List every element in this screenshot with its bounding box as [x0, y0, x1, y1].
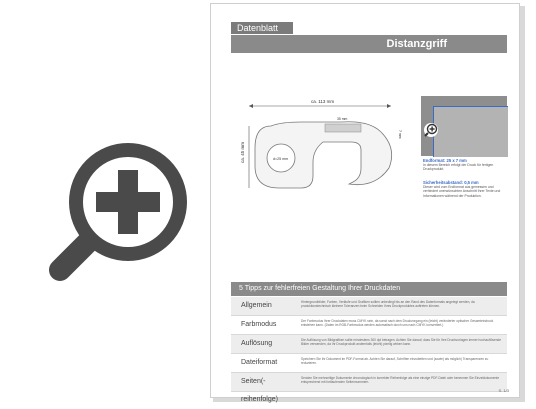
- datasheet-page: [210, 3, 520, 403]
- table-row: [231, 335, 507, 354]
- tips-heading: 5 Tipps zur fehlerfreien Gestaltung Ihrer Druckdaten: [231, 282, 507, 296]
- tip-text: Speichern Sie Ihr Dokument im PDF-Format ab. Achten Sie darauf, Schriften einzubetten und (sowie) als möglich) Transparenzen zu reduzieren.: [301, 357, 489, 365]
- width-label: ca. 113 mm: [311, 99, 335, 104]
- tip-text: Die Auflösung von Bildgrafiken sollte mindestens 300 dpi betragen. Achten Sie darauf, dass Sie für Ihre Druckvorlagen immer hochauflösende Bilder verwenden, da Ihr Druckprodukt andernfalls (leicht) pixelig wirken kann.: [301, 338, 502, 346]
- tips-table: [231, 297, 507, 403]
- hole-label: d=25 mm: [273, 157, 289, 161]
- product-title: Distanzgriff: [231, 35, 507, 53]
- tip-label: Auflösung: [241, 340, 273, 347]
- safety-note: [423, 181, 505, 198]
- safety-area: [433, 106, 508, 157]
- zoom-in-icon[interactable]: [48, 132, 198, 282]
- tip-text: Senden Sie mehrseitige Dokumente chronologisch in korrekter Reihenfolge als eine einzige PDF-Datei oder benennen Sie Einzeldokumente entsprechend mit fortlaufenden Seitennummern.: [301, 376, 500, 384]
- format-note: [423, 159, 505, 172]
- detail-zoom-icon[interactable]: [423, 122, 439, 138]
- safety-note-title: Sicherheitsabstand: 0,5 mm: [423, 180, 479, 185]
- tip-label: Allgemein: [241, 302, 272, 309]
- safety-note-text: Dieser wird vom Endformat aus gemessen und verhindert unerwünschten Anschnitt Ihrer Texte und Informationen während der Produktion.: [423, 185, 501, 198]
- tip-label: Seiten(-reihenfolge): [241, 378, 278, 403]
- format-note-title: Endformat: 25 x 7 mm: [423, 158, 467, 163]
- table-row: [231, 354, 507, 373]
- table-row: [231, 297, 507, 316]
- tip-label: Farbmodus: [241, 321, 277, 328]
- tip-text: Der Farbmodus Ihrer Druckdaten muss CMYK sein, da sonst nach dem Druckvorgang ein (leicht) veränderter optischer Gesamteindruck entstehen kann. (Daten im RGB-Farbmodus werden automatisch durch uns nach CMYK konvertiert.): [301, 319, 494, 327]
- datasheet-tab: Datenblatt: [231, 22, 293, 34]
- table-row: [231, 316, 507, 335]
- tip-label: Dateiformat: [241, 359, 278, 366]
- slot-label: 35 mm: [337, 117, 348, 121]
- height-label: ca. 45 mm: [240, 141, 245, 163]
- tip-text: Hintergrundbilder, Farben, Verläufe und Grafiken sollten unbedingt bis an den Rand des Datenformats angelegt werden, da produktionstechnisch kleinere Toleranzen beim Schneiden Ihres Druckproduktes auftreten können.: [301, 300, 475, 308]
- page-number: S. 1/3: [498, 388, 509, 393]
- handle-technical-drawing: [241, 98, 421, 203]
- table-row: [231, 373, 507, 403]
- format-note-text: In diesem Bereich erfolgt der Druck für fertigen Druckprodukt.: [423, 163, 494, 172]
- side-label: 7 mm: [398, 130, 402, 139]
